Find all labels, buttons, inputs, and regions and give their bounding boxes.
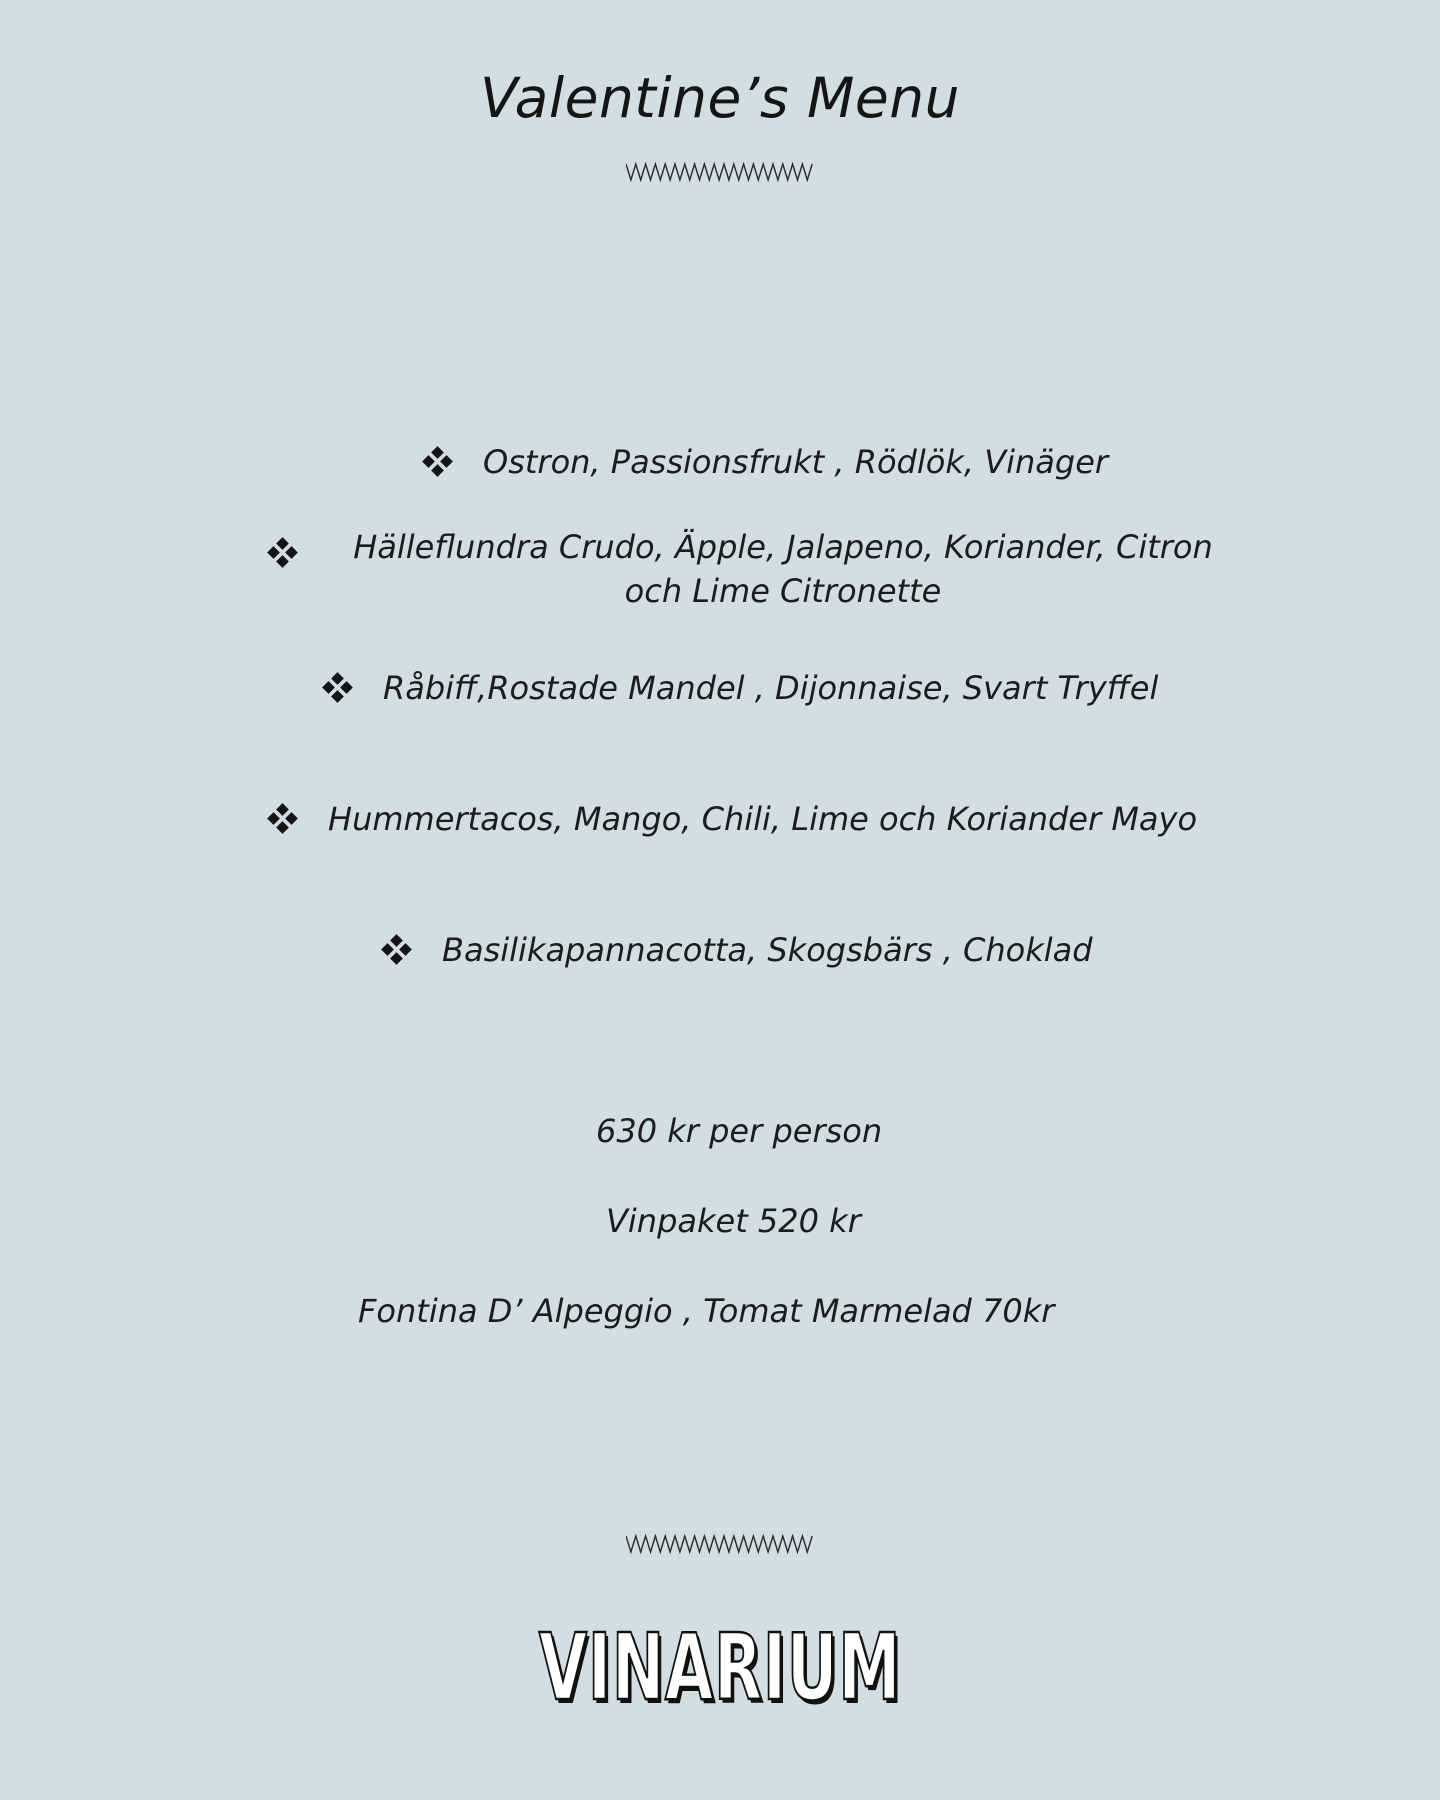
- four-diamond-bullet-icon: [323, 673, 353, 703]
- four-diamond-bullet-icon: [268, 538, 298, 568]
- four-diamond-bullet-icon: [382, 935, 412, 965]
- price-per-person: 630 kr per person: [596, 1112, 883, 1150]
- menu-title: Valentine’s Menu: [480, 66, 960, 130]
- vinarium-logo: VINARIUM: [538, 1614, 902, 1721]
- dish-text: Basilikapannacotta, Skogsbärs , Choklad: [442, 931, 1093, 969]
- dish-item: [268, 528, 1238, 613]
- dish-text: Hälleflundra Crudo, Äpple, Jalapeno, Koriander, Citron och Lime Citronette: [353, 528, 1213, 610]
- wine-package-price: Vinpaket 520 kr: [606, 1202, 861, 1240]
- dish-item: [382, 928, 1093, 972]
- dish-item: [323, 666, 1158, 710]
- extra-cheese-price: Fontina D’ Alpeggio , Tomat Marmelad 70kr: [358, 1292, 1055, 1330]
- dish-text: Råbiff,Rostade Mandel , Dijonnaise, Svart Tryffel: [383, 669, 1159, 707]
- zigzag-divider-icon: [626, 162, 814, 182]
- dish-text: Hummertacos, Mango, Chili, Lime och Koriander Mayo: [328, 800, 1198, 838]
- dish-text: Ostron, Passionsfrukt , Rödlök, Vinäger: [483, 443, 1109, 481]
- dish-item: [268, 797, 1197, 841]
- four-diamond-bullet-icon: [268, 804, 298, 834]
- zigzag-divider-icon: [626, 1534, 814, 1554]
- four-diamond-bullet-icon: [423, 447, 453, 477]
- dish-item: [423, 440, 1108, 484]
